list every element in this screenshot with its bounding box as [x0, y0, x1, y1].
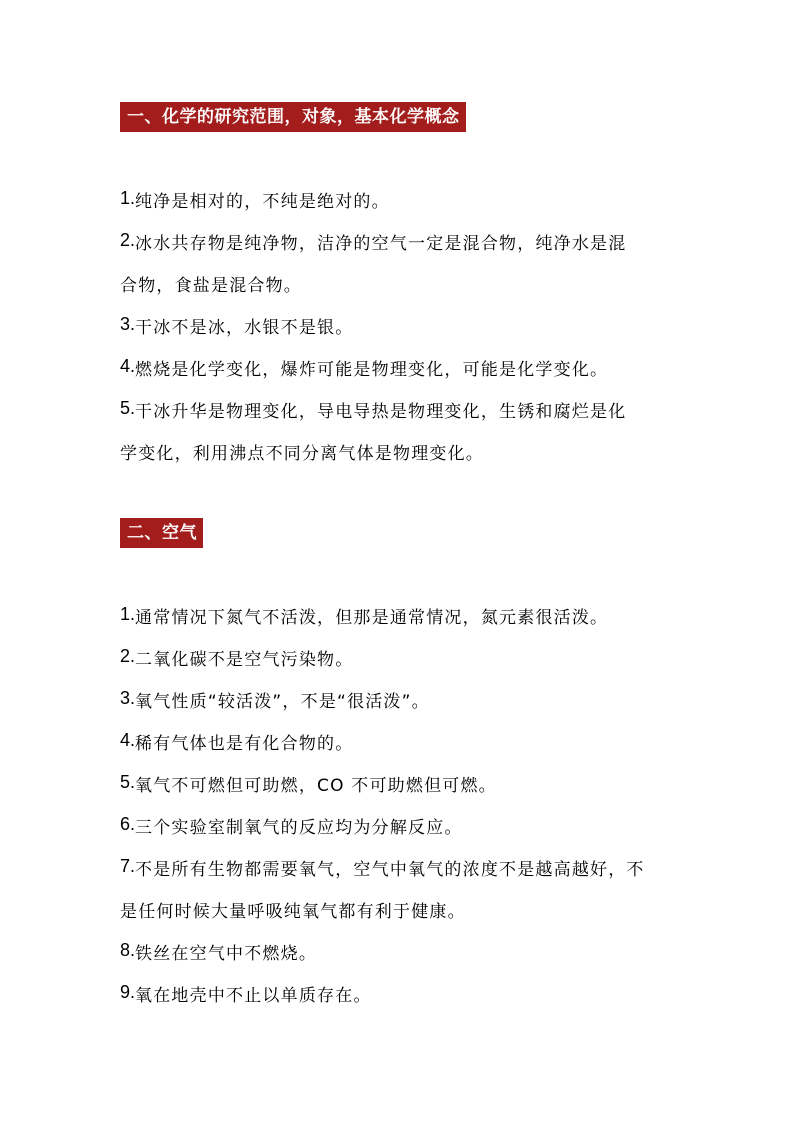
item-text: 二氧化碳不是空气污染物。: [135, 650, 354, 670]
item-text: 氧在地壳中不止以单质存在。: [135, 986, 372, 1006]
item-text: 冰水共存物是纯净物，洁净的空气一定是混合物，纯净水是混 合物，食盐是混合物。: [120, 234, 627, 296]
item-text: 稀有气体也是有化合物的。: [135, 734, 354, 754]
section-heading-air: 二、空气: [120, 518, 203, 548]
list-item: [120, 390, 680, 475]
list-item: [120, 638, 680, 681]
list-item: [120, 680, 680, 723]
item-number: 3.: [120, 688, 136, 708]
item-text: 铁丝在空气中不燃烧。: [135, 944, 318, 964]
item-number: 5.: [120, 772, 136, 792]
list-item: [120, 806, 680, 849]
item-number: 9.: [120, 982, 136, 1002]
item-text: 纯净是相对的，不纯是绝对的。: [135, 192, 390, 212]
item-number: 5.: [120, 398, 136, 418]
item-text: 干冰升华是物理变化，导电导热是物理变化，生锈和腐烂是化 学变化，利用沸点不同分离气体是物理变化。: [120, 402, 627, 464]
item-text: 不是所有生物都需要氧气，空气中氧气的浓度不是越高越好，不 是任何时候大量呼吸纯氧气都有利于健康。: [120, 860, 645, 922]
list-item: [120, 348, 680, 391]
item-number: 8.: [120, 940, 136, 960]
item-number: 2.: [120, 230, 136, 250]
item-text: 氧气不可燃但可助燃，CO 不可助燃但可燃。: [135, 776, 497, 796]
list-item: [120, 180, 680, 223]
list-item: [120, 222, 680, 307]
item-number: 6.: [120, 814, 136, 834]
item-text: 干冰不是冰，水银不是银。: [135, 318, 354, 338]
item-text: 三个实验室制氧气的反应均为分解反应。: [135, 818, 463, 838]
list-item: [120, 932, 680, 975]
item-number: 2.: [120, 646, 136, 666]
item-text: 氧气性质“较活泼”，不是“很活泼”。: [135, 692, 430, 712]
list-item: [120, 764, 680, 807]
list-item: [120, 596, 680, 639]
item-number: 7.: [120, 856, 136, 876]
list-item: [120, 306, 680, 349]
item-number: 1.: [120, 604, 136, 624]
item-text: 通常情况下氮气不活泼，但那是通常情况，氮元素很活泼。: [135, 608, 609, 628]
item-number: 4.: [120, 356, 136, 376]
list-item: [120, 974, 680, 1017]
list-item: [120, 848, 680, 933]
item-number: 3.: [120, 314, 136, 334]
item-number: 4.: [120, 730, 136, 750]
section-heading-chem-concepts: 一、化学的研究范围，对象，基本化学概念: [120, 102, 466, 132]
item-text: 燃烧是化学变化，爆炸可能是物理变化，可能是化学变化。: [135, 360, 609, 380]
list-item: [120, 722, 680, 765]
item-number: 1.: [120, 188, 136, 208]
